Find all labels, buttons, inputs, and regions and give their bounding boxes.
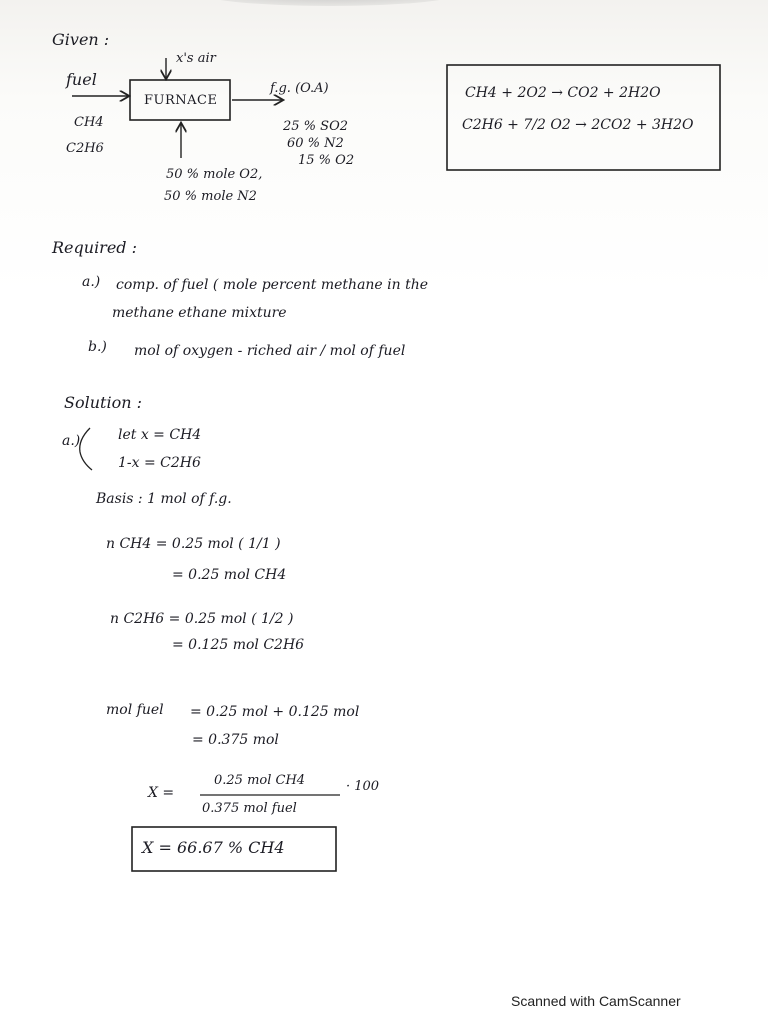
reaction-ethane: C2H6 + 7/2 O2 → 2CO2 + 3H2O bbox=[462, 117, 694, 133]
required-a-line2: methane ethane mixture bbox=[112, 305, 287, 321]
x-times-100: · 100 bbox=[346, 779, 380, 794]
flue-gas-so2: 25 % SO2 bbox=[283, 119, 348, 134]
reaction-methane: CH4 + 2O2 → CO2 + 2H2O bbox=[465, 85, 661, 101]
mol-fuel-label: mol fuel bbox=[106, 702, 164, 718]
scanner-watermark: Scanned with CamScanner bbox=[511, 993, 681, 1009]
let-x-line: let x = CH4 bbox=[118, 427, 202, 443]
basis-line: Basis : 1 mol of f.g. bbox=[96, 491, 232, 507]
mol-fuel-line1: = 0.25 mol + 0.125 mol bbox=[190, 704, 360, 720]
n-ch4-line1: n CH4 = 0.25 mol ( 1/1 ) bbox=[106, 536, 281, 552]
furnace-label: FURNACE bbox=[144, 93, 218, 108]
air-composition-n2: 50 % mole N2 bbox=[164, 189, 257, 204]
n-c2h6-line2: = 0.125 mol C2H6 bbox=[172, 637, 305, 653]
required-heading: Required : bbox=[52, 238, 138, 257]
n-c2h6-line1: n C2H6 = 0.25 mol ( 1/2 ) bbox=[110, 611, 294, 627]
required-b-marker: b.) bbox=[88, 339, 107, 355]
required-b-text: mol of oxygen - riched air / mol of fuel bbox=[134, 343, 406, 359]
flue-gas-n2: 60 % N2 bbox=[287, 136, 344, 151]
flue-gas-o2: 15 % O2 bbox=[298, 153, 355, 168]
fuel-component-ch4: CH4 bbox=[74, 115, 104, 130]
solution-part-marker: a.) bbox=[62, 433, 81, 449]
mol-fuel-line2: = 0.375 mol bbox=[192, 732, 279, 748]
solution-heading: Solution : bbox=[64, 393, 142, 412]
x-numerator: 0.25 mol CH4 bbox=[214, 773, 306, 788]
x-label: X = bbox=[148, 785, 175, 801]
one-minus-x-line: 1-x = C2H6 bbox=[118, 455, 201, 471]
fuel-component-c2h6: C2H6 bbox=[66, 141, 104, 156]
air-composition-o2: 50 % mole O2, bbox=[166, 167, 263, 182]
fuel-label: fuel bbox=[66, 70, 97, 89]
result-text: X = 66.67 % CH4 bbox=[142, 838, 285, 857]
required-a-line1: comp. of fuel ( mole percent methane in the bbox=[116, 277, 429, 293]
n-ch4-line2: = 0.25 mol CH4 bbox=[172, 567, 287, 583]
air-label: x's air bbox=[176, 51, 216, 66]
flue-gas-label: f.g. (O.A) bbox=[270, 81, 329, 96]
solution-a-brace bbox=[80, 428, 92, 470]
required-a-marker: a.) bbox=[82, 274, 101, 290]
x-denominator: 0.375 mol fuel bbox=[202, 801, 297, 816]
given-heading: Given : bbox=[52, 30, 110, 49]
